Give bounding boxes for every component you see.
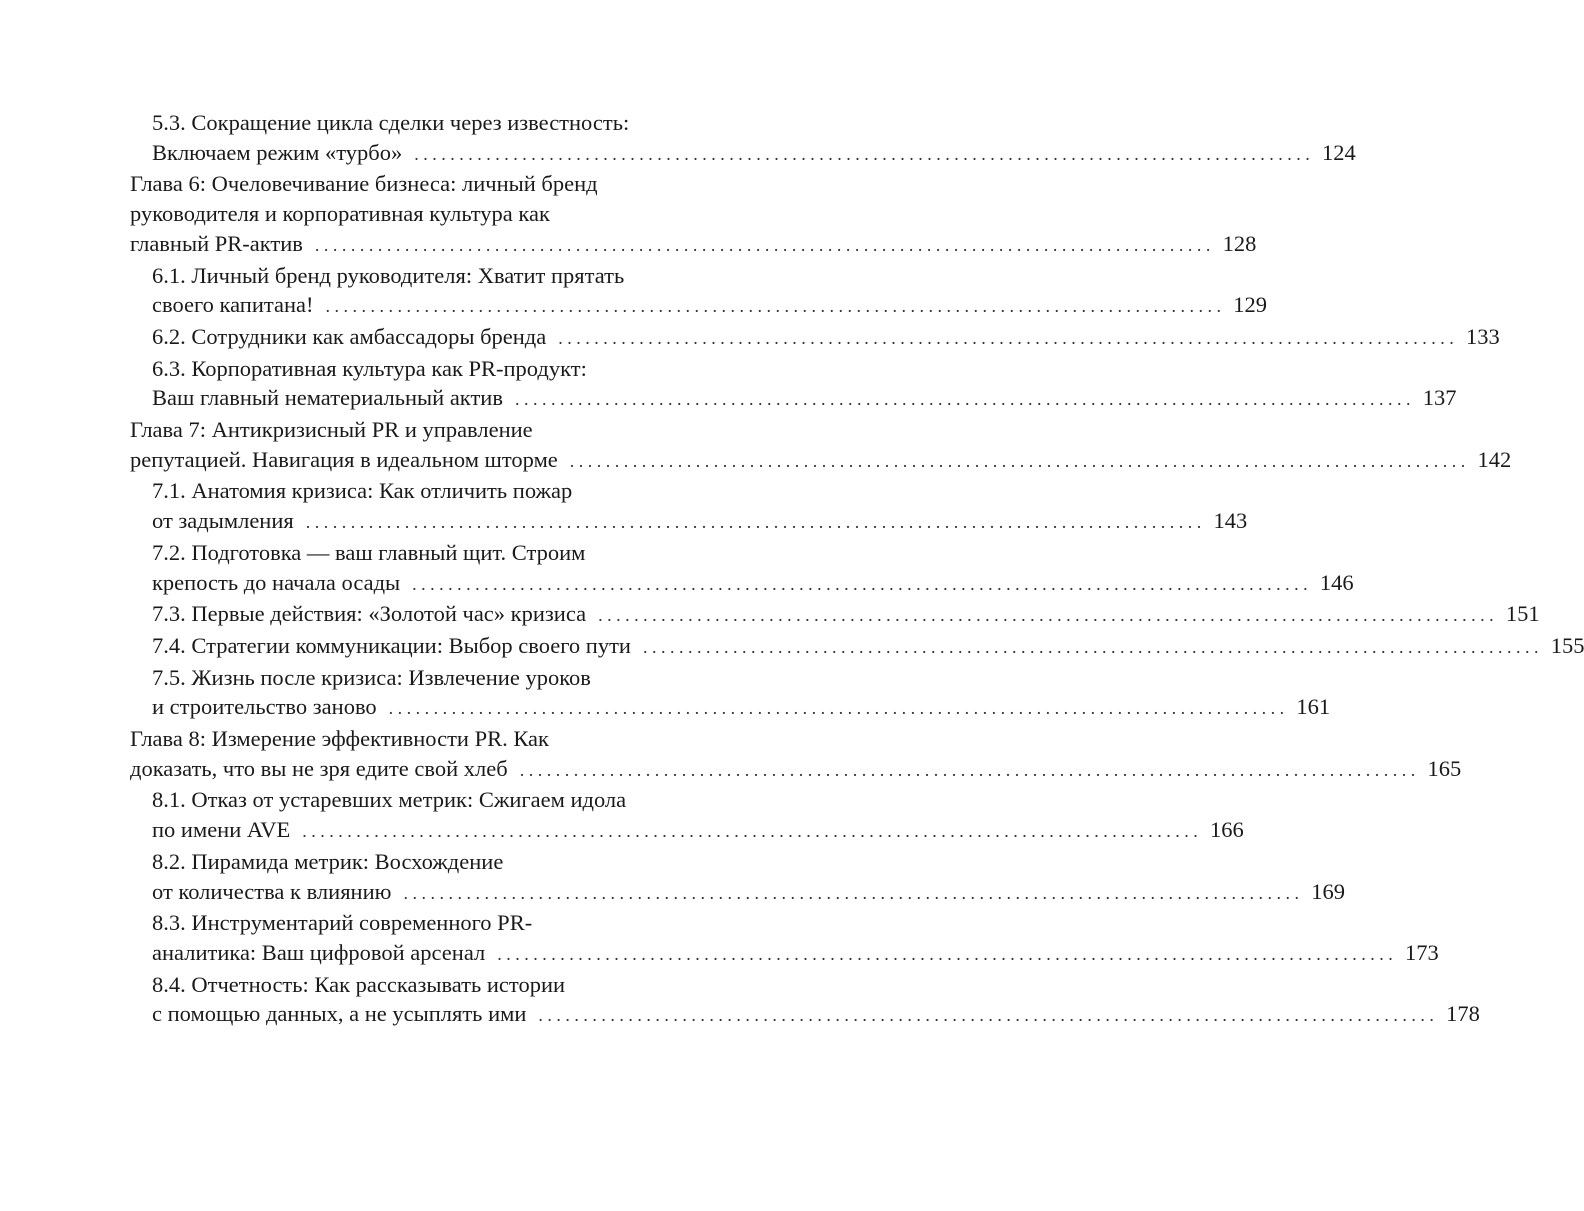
toc-section-entry[interactable] bbox=[130, 476, 1248, 537]
toc-entry-title-line: 8.2. Пирамида метрик: Восхождение bbox=[152, 848, 504, 874]
toc-entry-last-line bbox=[130, 754, 1462, 786]
toc-entry-title-line: Глава 7: Антикризисный PR и управление bbox=[130, 417, 533, 443]
toc-entry-title-line: доказать, что вы не зря едите свой хлеб bbox=[130, 755, 508, 781]
page-number: 129 bbox=[1233, 292, 1267, 318]
toc-section-entry[interactable] bbox=[130, 599, 1540, 631]
toc-entry-title-line: крепость до начала осады bbox=[152, 569, 401, 595]
page-number: 137 bbox=[1422, 385, 1457, 411]
toc-entry-title-line: 7.4. Стратегии коммуникации: Выбор своего пути bbox=[152, 632, 631, 658]
toc-entry-title-line: 6.2. Сотрудники как амбассадоры бренда bbox=[152, 323, 547, 349]
toc-entry-title-line: репутацией. Навигация в идеальном шторме bbox=[130, 446, 558, 472]
toc-entry-title-line: 8.3. Инструментарий современного PR- bbox=[152, 910, 533, 936]
toc-entry-title-line: 5.3. Сокращение цикла сделки через известность: bbox=[152, 110, 630, 135]
toc-entry-title-line: 7.5. Жизнь после кризиса: Извлечение уроков bbox=[152, 664, 591, 690]
page-number: 124 bbox=[1321, 139, 1356, 165]
toc-entry-last-line bbox=[152, 599, 1540, 631]
toc-entry-title-line: своего капитана! bbox=[152, 292, 314, 318]
page-number: 146 bbox=[1319, 569, 1354, 595]
page-number: 128 bbox=[1222, 230, 1257, 256]
toc-entry-title-line: аналитика: Ваш цифровой арсенал bbox=[152, 939, 486, 965]
toc-section-entry[interactable] bbox=[130, 970, 1480, 1031]
toc-section-entry[interactable] bbox=[130, 538, 1354, 599]
toc-entry-title-line: по имени AVE bbox=[152, 817, 291, 843]
dot-leader bbox=[515, 385, 1411, 415]
dot-leader bbox=[558, 324, 1454, 354]
toc-section-entry[interactable] bbox=[130, 663, 1331, 724]
toc-section-entry[interactable] bbox=[130, 908, 1439, 969]
toc-entry-last-line bbox=[152, 322, 1500, 354]
dot-leader bbox=[414, 140, 1310, 170]
toc-entry-last-line bbox=[152, 138, 1356, 170]
dot-leader bbox=[302, 817, 1198, 847]
toc-entry-title-line: главный PR-актив bbox=[130, 230, 303, 256]
toc-entry-title-line: 7.3. Первые действия: «Золотой час» кризиса bbox=[152, 601, 587, 627]
toc-entry-title-line: Включаем режим «турбо» bbox=[152, 139, 403, 165]
toc-entry-last-line bbox=[152, 692, 1331, 724]
toc-entry-last-line bbox=[152, 999, 1480, 1031]
toc-entry-title-line: от задымления bbox=[152, 508, 294, 534]
toc-entry-last-line bbox=[152, 815, 1244, 847]
toc-section-entry[interactable] bbox=[130, 354, 1457, 415]
toc-section-entry[interactable] bbox=[130, 108, 1356, 169]
toc-section-entry[interactable] bbox=[130, 785, 1244, 846]
toc-entry-last-line bbox=[152, 290, 1267, 322]
dot-leader bbox=[497, 940, 1393, 970]
dot-leader bbox=[643, 633, 1539, 663]
toc-entry-last-line bbox=[130, 445, 1512, 477]
page-number: 165 bbox=[1427, 755, 1462, 781]
dot-leader bbox=[538, 1001, 1434, 1031]
toc-entry-title-line: 6.3. Корпоративная культура как PR-продукт: bbox=[152, 355, 587, 381]
dot-leader bbox=[598, 601, 1494, 631]
toc-entry-title-line: с помощью данных, а не усыплять ими bbox=[152, 1001, 527, 1027]
dot-leader bbox=[389, 694, 1285, 724]
dot-leader bbox=[520, 756, 1416, 786]
dot-leader bbox=[570, 447, 1466, 477]
toc-section-entry[interactable] bbox=[130, 322, 1500, 354]
toc-entry-last-line bbox=[152, 568, 1354, 600]
page-number: 166 bbox=[1209, 817, 1244, 843]
toc-entry-title-line: и строительство заново bbox=[152, 694, 377, 720]
toc-entry-title-line: Глава 8: Измерение эффективности PR. Как bbox=[130, 726, 549, 752]
toc-entry-title-line: 7.2. Подготовка — ваш главный щит. Строим bbox=[152, 539, 586, 565]
page-number: 133 bbox=[1465, 323, 1500, 349]
toc-entry-title-line: 8.1. Отказ от устаревших метрик: Сжигаем идола bbox=[152, 787, 627, 813]
toc-section-entry[interactable] bbox=[130, 261, 1267, 322]
table-of-contents bbox=[130, 108, 1584, 1031]
toc-entry-last-line bbox=[152, 877, 1345, 909]
toc-entry-last-line bbox=[152, 631, 1584, 663]
toc-entry-title-line: 7.1. Анатомия кризиса: Как отличить пожар bbox=[152, 478, 573, 504]
toc-section-entry[interactable] bbox=[130, 847, 1345, 908]
dot-leader bbox=[315, 231, 1211, 261]
toc-entry-title-line: 8.4. Отчетность: Как рассказывать истории bbox=[152, 971, 566, 997]
page-number: 142 bbox=[1477, 446, 1512, 472]
dot-leader bbox=[306, 508, 1202, 538]
page-number: 178 bbox=[1446, 1001, 1480, 1027]
toc-entry-title-line: Глава 6: Очеловечивание бизнеса: личный бренд bbox=[130, 171, 598, 197]
toc-entry-title-line: 6.1. Личный бренд руководителя: Хватит прятать bbox=[152, 262, 625, 288]
page-number: 161 bbox=[1296, 694, 1331, 720]
toc-entry-title-line: руководителя и корпоративная культура как bbox=[130, 201, 550, 227]
toc-entry-last-line bbox=[152, 506, 1248, 538]
toc-chapter-entry[interactable] bbox=[130, 415, 1512, 476]
toc-entry-last-line bbox=[152, 938, 1439, 970]
toc-entry-title-line: Ваш главный нематериальный актив bbox=[152, 385, 503, 411]
page-number: 173 bbox=[1405, 939, 1439, 965]
dot-leader bbox=[412, 570, 1308, 600]
toc-chapter-entry[interactable] bbox=[130, 169, 1257, 260]
toc-entry-last-line bbox=[130, 229, 1257, 261]
page-number: 169 bbox=[1311, 878, 1345, 904]
page-number: 151 bbox=[1505, 601, 1540, 627]
toc-section-entry[interactable] bbox=[130, 631, 1584, 663]
dot-leader bbox=[326, 292, 1222, 322]
toc-entry-last-line bbox=[152, 383, 1457, 415]
toc-chapter-entry[interactable] bbox=[130, 724, 1462, 785]
toc-entry-title-line: от количества к влиянию bbox=[152, 878, 392, 904]
page-number: 155 bbox=[1550, 632, 1584, 658]
page-number: 143 bbox=[1213, 508, 1248, 534]
dot-leader bbox=[403, 879, 1299, 909]
